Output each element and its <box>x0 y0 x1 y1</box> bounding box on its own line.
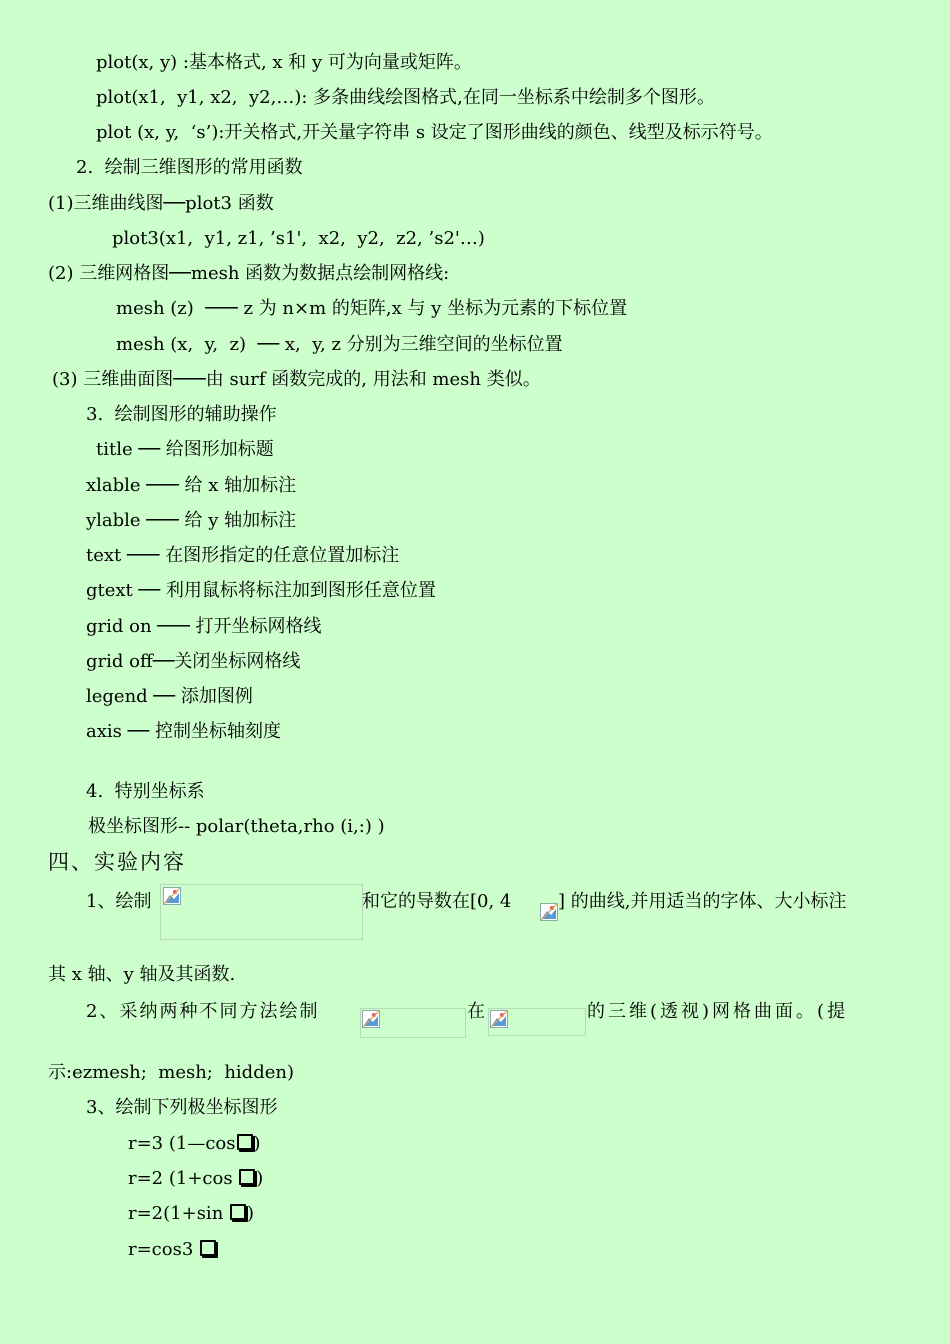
title-func: title ── 给图形加标题 <box>96 439 274 460</box>
section-3-heading: 3. 绘制图形的辅助操作 <box>86 404 277 425</box>
text-func: text ─── 在图形指定的任意位置加标注 <box>86 545 400 566</box>
broken-image-icon <box>490 1010 508 1028</box>
task-1-suffix: ] 的曲线,并用适当的字体、大小标注 <box>558 891 847 912</box>
experiment-content-heading: 四、实验内容 <box>48 850 186 874</box>
missing-glyph-icon <box>237 1134 253 1150</box>
task-1-middle: 和它的导数在[0, 4 <box>362 891 512 912</box>
section-2-heading: 2. 绘制三维图形的常用函数 <box>76 157 303 178</box>
grid-on-func: grid on ─── 打开坐标网格线 <box>86 616 322 637</box>
plot3-heading: (1)三维曲线图──plot3 函数 <box>48 193 274 214</box>
plot-switch-format: plot (x, y, ‘s’):开关格式,开关量字符串 s 设定了图形曲线的颜色、线型及标示符号。 <box>96 122 773 143</box>
mesh-heading: (2) 三维网格图──mesh 函数为数据点绘制网格线: <box>48 263 450 284</box>
missing-glyph-icon <box>230 1204 246 1220</box>
missing-glyph-icon <box>239 1169 255 1185</box>
plot-basic-format: plot(x, y) :基本格式, x 和 y 可为向量或矩阵。 <box>96 52 472 73</box>
polar-syntax: 极坐标图形-- polar(theta,rho (i,:) ) <box>88 816 385 837</box>
polar-eq-1 <box>128 1133 261 1155</box>
formula-image-placeholder <box>160 884 363 940</box>
broken-image-icon <box>362 1010 380 1028</box>
axis-func: axis ── 控制坐标轴刻度 <box>86 721 281 742</box>
broken-image-icon <box>540 903 558 921</box>
polar-eq-4-text: r=cos3 <box>128 1239 200 1260</box>
section-4-heading: 4. 特别坐标系 <box>86 781 205 802</box>
polar-eq-4 <box>128 1239 217 1261</box>
gtext-func: gtext ── 利用鼠标将标注加到图形任意位置 <box>86 580 436 601</box>
task-1-prefix: 1、绘制 <box>86 891 152 912</box>
task-2-continuation: 示:ezmesh; mesh; hidden) <box>48 1062 294 1083</box>
surf-heading: (3) 三维曲面图───由 surf 函数完成的, 用法和 mesh 类似。 <box>52 369 541 390</box>
task-1-continuation: 其 x 轴、y 轴及其函数. <box>48 964 236 985</box>
polar-eq-1-text: r=3 (1—cos <box>128 1133 236 1154</box>
polar-eq-2-text: r=2 (1+cos <box>128 1168 239 1189</box>
mesh-z-syntax: mesh (z) ─── z 为 n×m 的矩阵,x 与 y 坐标为元素的下标位置 <box>116 298 628 319</box>
legend-func: legend ── 添加图例 <box>86 686 253 707</box>
task-2-suffix: 的三维(透视)网格曲面。(提 <box>587 1001 849 1022</box>
xlable-func: xlable ─── 给 x 轴加标注 <box>86 475 297 496</box>
close-paren: ) <box>256 1168 264 1189</box>
plot3-syntax: plot3(x1, y1, z1, ’s1', x2, y2, z2, ’s2'…) <box>112 228 485 249</box>
polar-eq-2 <box>128 1168 263 1190</box>
mesh-xyz-syntax: mesh (x, y, z) ── x, y, z 分别为三维空间的坐标位置 <box>116 334 563 355</box>
close-paren: ) <box>253 1133 261 1154</box>
task-2-prefix: 2、采纳两种不同方法绘制 <box>86 1001 320 1022</box>
plot-multi-curve-format: plot(x1, y1, x2, y2,…): 多条曲线绘图格式,在同一坐标系中绘制多个图形。 <box>96 87 715 108</box>
polar-eq-3 <box>128 1203 254 1225</box>
task-2-middle: 在 <box>467 1001 485 1022</box>
grid-off-func: grid off──关闭坐标网格线 <box>86 651 301 672</box>
polar-eq-3-text: r=2(1+sin <box>128 1203 230 1224</box>
ylable-func: ylable ─── 给 y 轴加标注 <box>86 510 297 531</box>
missing-glyph-icon <box>200 1240 216 1256</box>
close-paren: ) <box>247 1203 255 1224</box>
broken-image-icon <box>163 887 181 905</box>
task-3-heading: 3、绘制下列极坐标图形 <box>86 1097 278 1118</box>
